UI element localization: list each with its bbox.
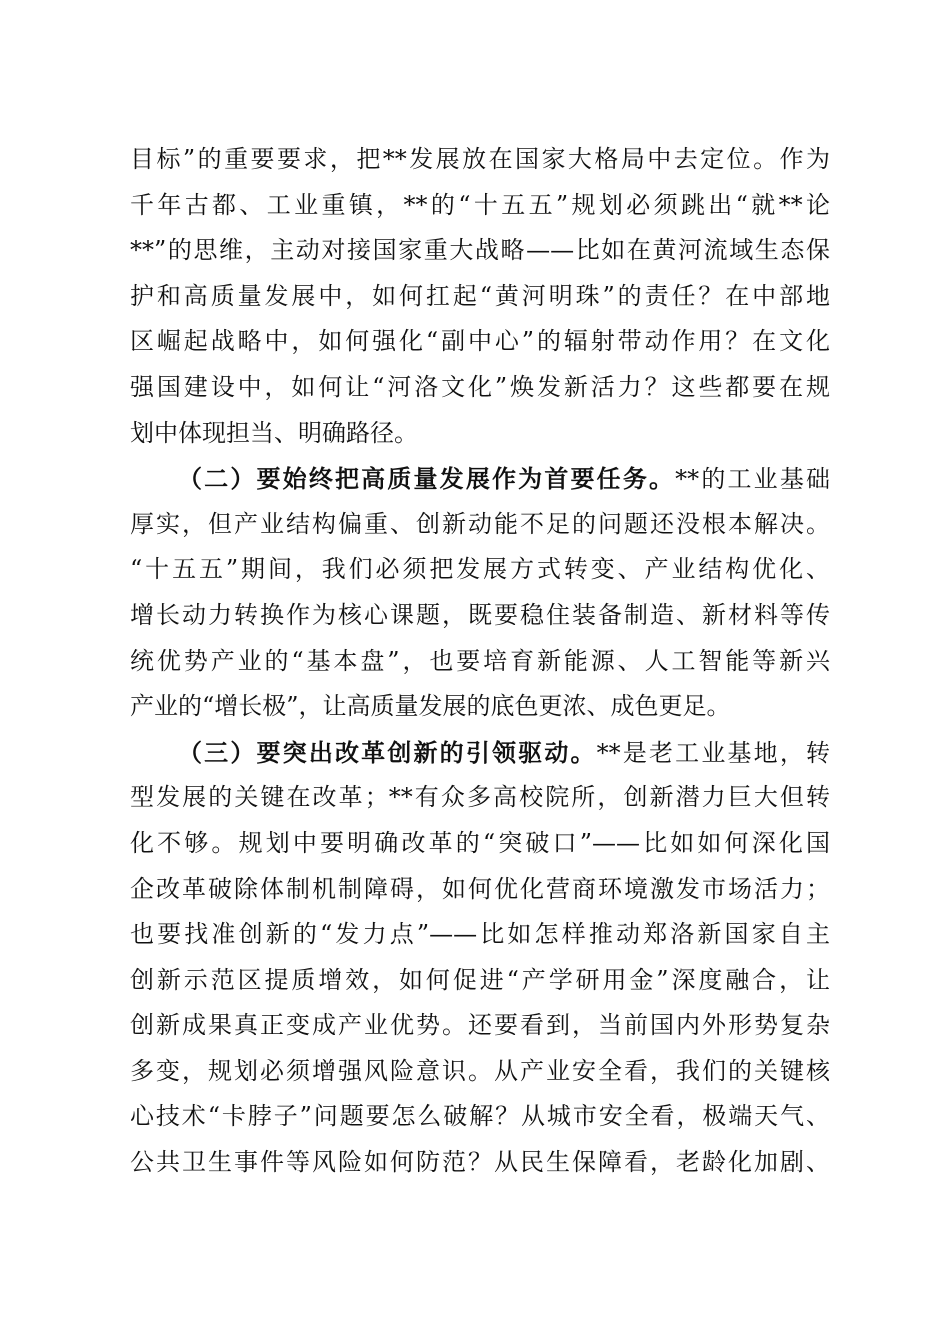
text-line: 公共卫生事件等风险如何防范？从民生保障看，老龄化加剧、 xyxy=(130,1148,830,1177)
text-line: 目标”的重要要求，把**发展放在国家大格局中去定位。作为 xyxy=(130,145,830,173)
heading-line-text: **是老工业基地，转 xyxy=(596,738,831,767)
text-line: 心技术“卡脖子”问题要怎么破解？从城市安全看，极端天气、 xyxy=(130,1102,830,1131)
text-line: 型发展的关键在改革；**有众多高校院所，创新潜力巨大但转 xyxy=(130,783,830,812)
heading-line-text: **的工业基础 xyxy=(675,465,831,494)
text-line: 产业的“增长极”，让高质量发展的底色更浓、成色更足。 xyxy=(130,692,731,721)
text-line: 区崛起战略中，如何强化“副中心”的辐射带动作用？在文化 xyxy=(130,327,830,356)
section-heading: （三）要突出改革创新的引领驱动。 xyxy=(178,737,597,767)
text-line: 创新成果真正变成产业优势。还要看到，当前国内外形势复杂 xyxy=(130,1011,830,1040)
text-line: 化不够。规划中要明确改革的“突破口”——比如如何深化国 xyxy=(130,828,830,857)
document-body xyxy=(130,137,830,1186)
text-line: 创新示范区提质增效，如何促进“产学研用金”深度融合，让 xyxy=(130,965,830,994)
text-line: 也要找准创新的“发力点”——比如怎样推动郑洛新国家自主 xyxy=(130,920,830,949)
text-line: 千年古都、工业重镇，**的“十五五”规划必须跳出“就**论 xyxy=(130,190,830,219)
text-line: 企改革破除体制机制障碍，如何优化营商环境激发市场活力； xyxy=(130,874,830,903)
text-line: 厚实，但产业结构偏重、创新动能不足的问题还没根本解决。 xyxy=(130,509,830,538)
text-line: 增长动力转换作为核心课题，既要稳住装备制造、新材料等传 xyxy=(130,600,830,629)
text-line: 统优势产业的“基本盘”，也要培育新能源、人工智能等新兴 xyxy=(130,646,830,675)
paragraph-first-line xyxy=(130,456,830,502)
text-line: 多变，规划必须增强风险意识。从产业安全看，我们的关键核 xyxy=(130,1056,830,1085)
text-line: “十五五”期间，我们必须把发展方式转变、产业结构优化、 xyxy=(130,555,830,584)
text-line: **”的思维，主动对接国家重大战略——比如在黄河流域生态保 xyxy=(130,236,830,265)
text-line: 护和高质量发展中，如何扛起“黄河明珠”的责任？在中部地 xyxy=(130,281,830,310)
text-line: 强国建设中，如何让“河洛文化”焕发新活力？这些都要在规 xyxy=(130,372,830,401)
paragraph-first-line xyxy=(130,730,830,776)
text-line: 划中体现担当、明确路径。 xyxy=(130,418,418,447)
section-heading: （二）要始终把高质量发展作为首要任务。 xyxy=(178,464,676,494)
